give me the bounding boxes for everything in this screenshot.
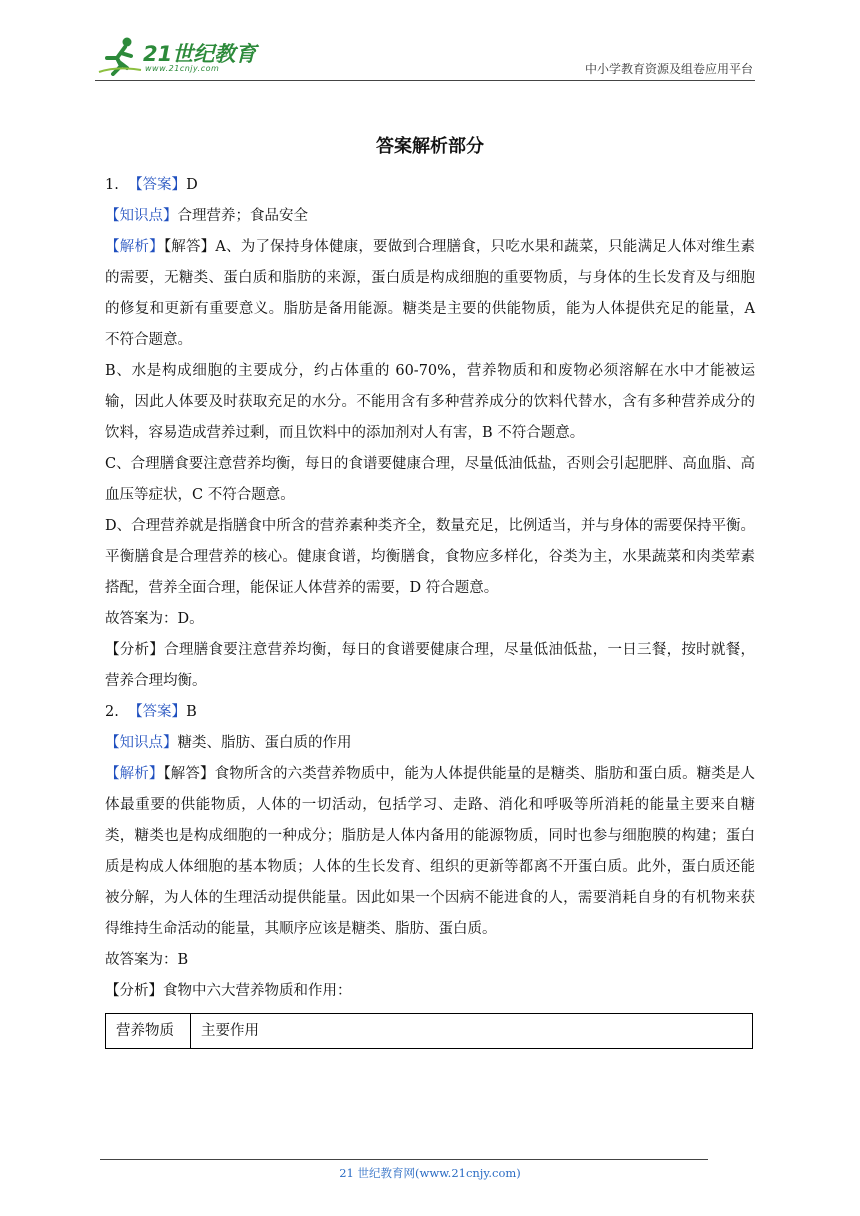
q2-kp-text: 糖类、脂肪、蛋白质的作用: [177, 735, 352, 751]
q1-answer: D: [186, 177, 198, 193]
table-header-row: [106, 1014, 753, 1049]
q1-solve-tag: 【解答】: [163, 239, 216, 255]
q2-answer-tag: 【答案】: [128, 704, 187, 720]
q1-number: 1.: [105, 177, 119, 193]
q2-knowledge-point: [105, 728, 755, 759]
q2-answer: B: [186, 704, 197, 720]
q2-analysis: [105, 759, 755, 945]
q2-analysis-tag: 【解析】: [105, 766, 164, 782]
q1-kp-tag: 【知识点】: [105, 208, 178, 224]
q1-para-a: A、为了保持身体健康，要做到合理膳食，只吃水果和蔬菜，只能满足人体对维生素的需要，无糖类、蛋白质和脂肪的来源，蛋白质是构成细胞的重要物质，与身体的生长发育及与细胞的修复和更新有重要意义。脂肪是备用能源。糖类是主要的供能物质，能为人体提供充足的能量，A 不符合题意。: [105, 239, 756, 348]
q2-kp-tag: 【知识点】: [105, 735, 178, 751]
logo-text: 21世纪教育: [143, 42, 257, 66]
footer-text[interactable]: 21 世纪教育网(www.21cnjy.com): [339, 1166, 521, 1180]
q2-answer-line: [105, 697, 755, 728]
answer-content: [105, 170, 755, 1049]
site-logo[interactable]: [95, 32, 275, 78]
q2-para: 食物所含的六类营养物质中，能为人体提供能量的是糖类、脂肪和蛋白质。糖类是人体最重要的供能物质，人体的一切活动，包括学习、走路、消化和呼吸等所消耗的能量主要来自糖类，糖类也是构成细胞的一种成分；脂肪是人体内备用的能源物质，同时也参与细胞膜的构建；蛋白质是构成人体细胞的基本物质；人体的生长发育、组织的更新等都离不开蛋白质。此外，蛋白质还能被分解，为人体的生理活动提供能量。因此如果一个因病不能进食的人，需要消耗自身的有机物来获得维持生命活动的能量，其顺序应该是糖类、脂肪、蛋白质。: [105, 766, 756, 937]
q1-summary: [105, 635, 755, 697]
q2-solve-tag: 【解答】: [163, 766, 215, 782]
q2-summary-text: 食物中六大营养物质和作用：: [163, 983, 352, 999]
q1-answer-line: [105, 170, 755, 201]
header-divider: [95, 80, 755, 81]
page-title: 答案解析部分: [376, 136, 484, 157]
q1-summary-text: 合理膳食要注意营养均衡，每日的食谱要健康合理，尽量低油低盐，一日三餐，按时就餐，营养合理均衡。: [105, 642, 756, 689]
q1-kp-text: 合理营养；食品安全: [177, 208, 308, 224]
page-header: [95, 32, 755, 82]
table-header-cell: 营养物质: [106, 1014, 191, 1049]
q1-analysis-a: [105, 232, 755, 356]
logo-url: www.21cnjy.com: [145, 64, 220, 73]
q2-summary: [105, 976, 755, 1007]
q1-analysis-tag: 【解析】: [105, 239, 164, 255]
table-header-cell: 主要作用: [191, 1014, 753, 1049]
q1-summary-tag: 【分析】: [105, 642, 165, 658]
q2-summary-tag: 【分析】: [105, 983, 163, 999]
platform-name: 中小学教育资源及组卷应用平台: [584, 62, 753, 76]
q1-conclusion: 故答案为：D。: [105, 611, 204, 627]
q2-number: 2.: [105, 704, 119, 720]
footer-divider: [100, 1159, 708, 1160]
running-figure-icon: [97, 36, 143, 76]
q2-conclusion: 故答案为：B: [105, 952, 189, 968]
nutrient-table: [105, 1013, 753, 1049]
q1-answer-tag: 【答案】: [128, 177, 187, 193]
q1-para-c: C、合理膳食要注意营养均衡，每日的食谱要健康合理，尽量低油低盐，否则会引起肥胖、高血脂、高血压等症状，C 不符合题意。: [105, 456, 755, 503]
q1-knowledge-point: [105, 201, 755, 232]
q1-para-d: D、合理营养就是指膳食中所含的营养素种类齐全，数量充足，比例适当，并与身体的需要保持平衡。平衡膳食是合理营养的核心。健康食谱，均衡膳食，食物应多样化，谷类为主，水果蔬菜和肉类荤素搭配，营养全面合理，能保证人体营养的需要，D 符合题意。: [105, 518, 755, 596]
q1-para-b: B、水是构成细胞的主要成分，约占体重的 60-70%，营养物质和和废物必须溶解在水中才能被运输，因此人体要及时获取充足的水分。不能用含有多种营养成分的饮料代替水，含有多种营养成分的饮料，容易造成营养过剩，而且饮料中的添加剂对人有害，B 不符合题意。: [105, 363, 755, 441]
